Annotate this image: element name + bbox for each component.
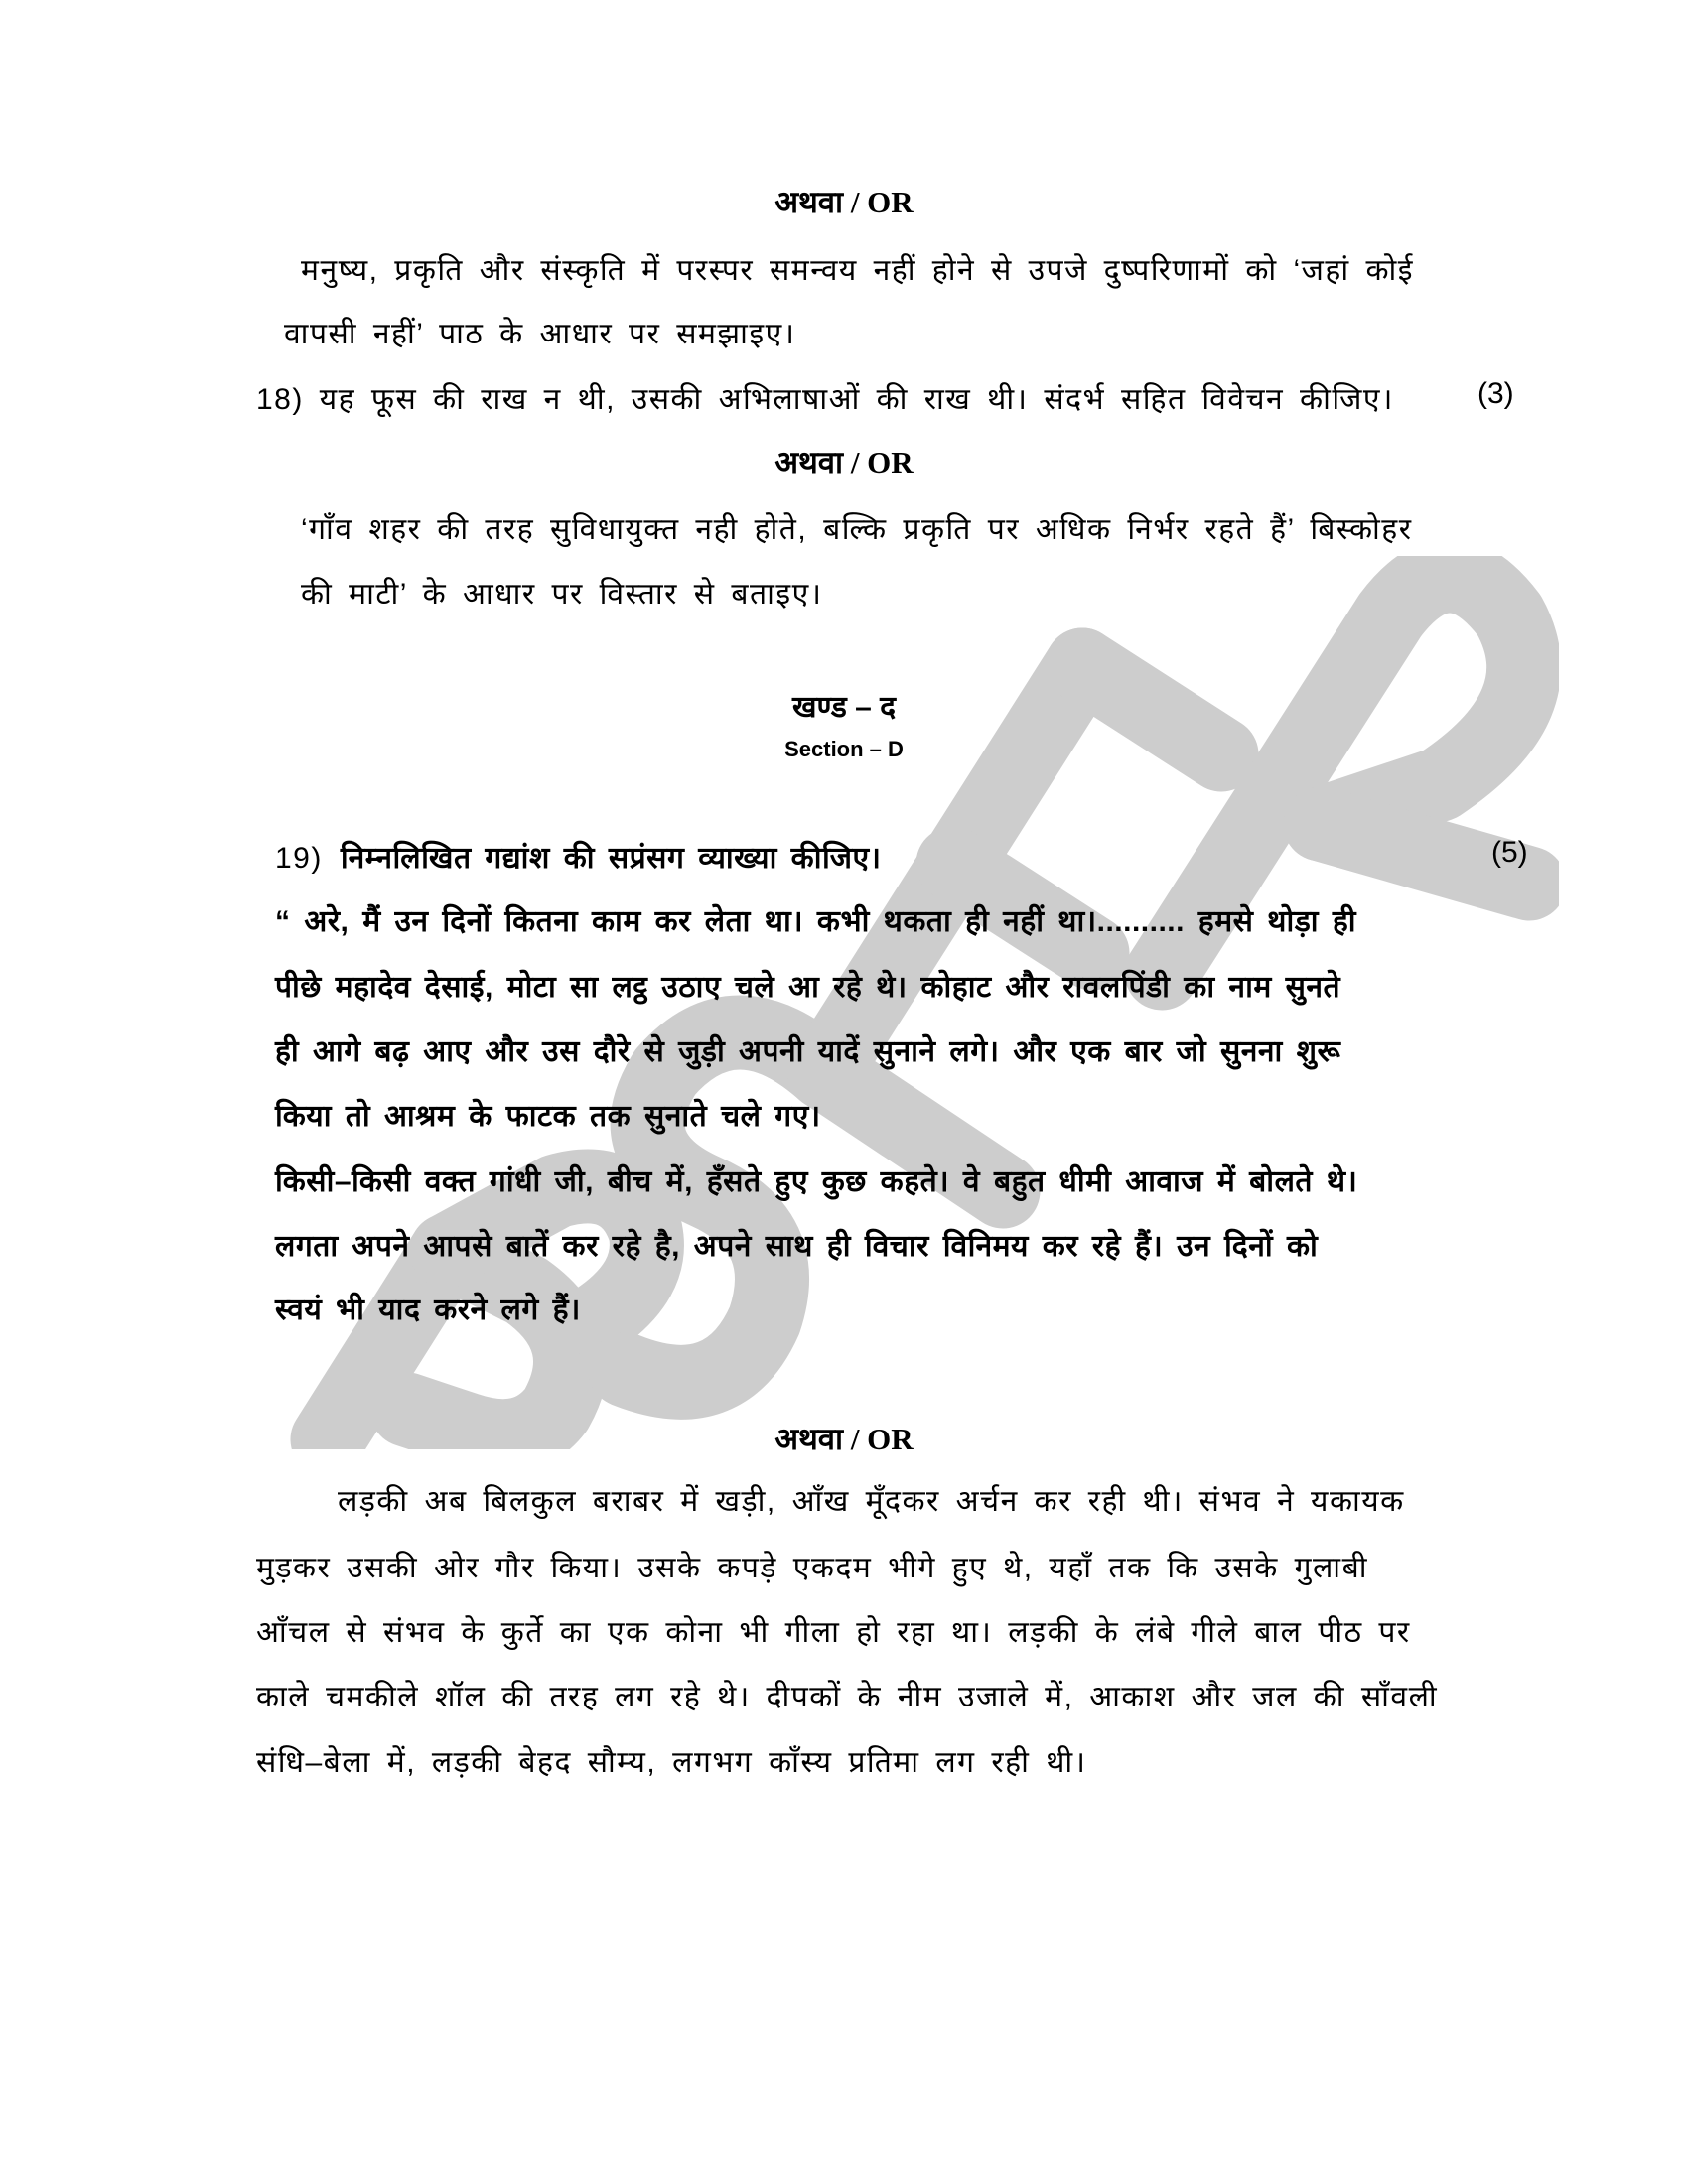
- or-passage-line-1: लड़की अब बिलकुल बराबर में खड़ी, आँख मूँदकर अर्चन कर रही थी। संभव ने यकायक: [338, 1485, 1405, 1518]
- passage-line-6: लगता अपने आपसे बातें कर रहे है, अपने साथ ही विचार विनिमय कर रहे हैं। उन दिनों को: [275, 1230, 1319, 1263]
- or-divider: अथवा / OR: [774, 445, 914, 479]
- question-18: [256, 377, 1394, 418]
- marks-badge: (3): [1477, 377, 1514, 410]
- q17-or-line-2: वापसी नहीं’ पाठ के आधार पर समझाइए।: [284, 318, 796, 350]
- section-title-hindi: खण्ड – द: [791, 691, 897, 724]
- passage-line-1: “ अरे, मैं उन दिनों कितना काम कर लेता था। कभी थकता ही नहीं था।.......... हमसे थोड़ा ही: [275, 905, 1357, 938]
- question-number: 19): [275, 842, 323, 875]
- or-divider: अथवा / OR: [774, 1422, 914, 1456]
- passage-line-3: ही आगे बढ़ आए और उस दौरे से जुड़ी अपनी यादें सुनाने लगे। और एक बार जो सुनना शुरू: [275, 1035, 1341, 1068]
- or-passage-line-3: आँचल से संभव के कुर्ते का एक कोना भी गीला हो रहा था। लड़की के लंबे गीले बाल पीठ पर: [256, 1616, 1411, 1649]
- passage-line-2: पीछे महादेव देसाई, मोटा सा लट्ठ उठाए चले आ रहे थे। कोहाट और रावलपिंडी का नाम सुनते: [275, 971, 1341, 1004]
- or-passage-line-4: काले चमकीले शॉल की तरह लग रहे थे। दीपकों के नीम उजाले में, आकाश और जल की साँवली: [256, 1681, 1439, 1713]
- passage-line-4: किया तो आश्रम के फाटक तक सुनाते चले गए।: [275, 1100, 821, 1133]
- q18-or-line-1: ‘गाँव शहर की तरह सुविधायुक्त नही होते, बल्कि प्रकृति पर अधिक निर्भर रहते हैं’ बिस्कोहर: [301, 513, 1413, 546]
- passage-line-5: किसी–किसी वक्त गांधी जी, बीच में, हँसते हुए कुछ कहते। वे बहुत धीमी आवाज में बोलते थे।: [275, 1165, 1358, 1198]
- section-title-english: Section – D: [784, 737, 904, 761]
- q18-or-line-2: की माटी’ के आधार पर विस्तार से बताइए।: [301, 578, 823, 611]
- or-passage-line-2: मुड़कर उसकी ओर गौर किया। उसके कपड़े एकदम भीगे हुए थे, यहाँ तक कि उसके गुलाबी: [256, 1552, 1368, 1584]
- marks-badge: (5): [1491, 836, 1528, 869]
- question-number: 18): [256, 383, 304, 416]
- or-divider: अथवा / OR: [774, 185, 914, 219]
- passage-line-7: स्वयं भी याद करने लगे हैं।: [275, 1294, 581, 1326]
- q17-or-line-1: मनुष्य, प्रकृति और संस्कृति में परस्पर समन्वय नहीं होने से उपजे दुष्परिणामों को ‘जहां कोई: [301, 254, 1414, 287]
- or-passage-line-5: संधि–बेला में, लड़की बेहद सौम्य, लगभग काँस्य प्रतिमा लग रही थी।: [256, 1746, 1087, 1779]
- question-19: [275, 836, 881, 877]
- question-text: निम्नलिखित गद्यांश की सप्रंसग व्याख्या कीजिए।: [340, 842, 882, 875]
- question-text: यह फूस की राख न थी, उसकी अभिलाषाओं की राख थी। संदर्भ सहित विवेचन कीजिए।: [319, 383, 1394, 416]
